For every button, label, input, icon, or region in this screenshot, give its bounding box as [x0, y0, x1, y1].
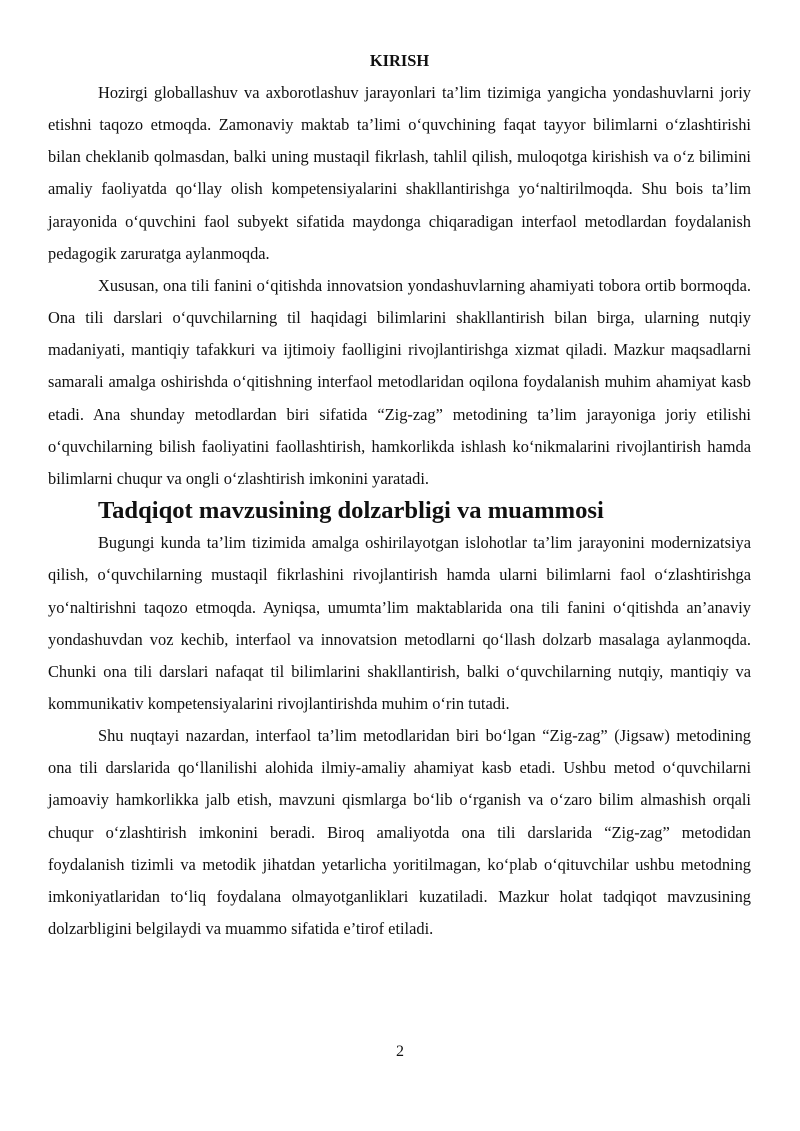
section-paragraph-1: Bugungi kunda ta’lim tizimida amalga oshirilayotgan islohotlar ta’lim jarayonini modernizatsiya qilish, o‘quvchilarning mustaqil fikrlashini rivojlantirish hamda ularni bilimlarni faol o‘zlashtirishga yo‘naltirishni taqozo etmoqda. Ayniqsa, umumta’lim maktablarida ona tili fanini o‘qitishda an’anaviy yondashuvdan voz kechib, interfaol va innovatsion metodlarni qo‘llash dolzarb masalaga aylanmoqda. Chunki ona tili darslari nafaqat til bilimlarini shakllantirish, balki o‘quvchilarning nutqiy, mantiqiy va kommunikativ kompetensiyalarini rivojlantirishda muhim o‘rin tutadi. [48, 533, 751, 713]
page-title: KIRISH [369, 51, 430, 70]
section-paragraph-2: Shu nuqtayi nazardan, interfaol ta’lim metodlaridan biri bo‘lgan “Zig-zag” (Jigsaw) metodining ona tili darslarida qo‘llanilishi alohida ilmiy-amaliy ahamiyat kasb etadi. Ushbu metod o‘quvchilarni jamoaviy hamkorlikka jalb etish, mavzuni qismlarga bo‘lib o‘rganish va o‘zaro bilim almashish orqali chuqur o‘zlashtirish imkonini beradi. Biroq amaliyotda ona tili darslarida “Zig-zag” metodidan foydalanish tizimli va metodik jihatdan yetarlicha yoritilmagan, ko‘plab o‘qituvchilar ushbu metodning imkoniyatlaridan to‘liq foydalana olmayotganliklari kuzatiladi. Mazkur holat tadqiqot mavzusining dolzarbligini belgilaydi va muammo sifatida e’tirof etiladi. [48, 726, 751, 939]
intro-paragraph-1: Hozirgi globallashuv va axborotlashuv jarayonlari ta’lim tizimiga yangicha yondashuvlarni joriy etishni taqozo etmoqda. Zamonaviy maktab ta’limi o‘quvchining faqat tayyor bilimlarni o‘zlashtirishi bilan cheklanib qolmasdan, balki uning mustaqil fikrlash, tahlil qilish, muloqotga kirishish va o‘z bilimini amaliy faoliyatda qo‘llay olish kompetensiyalarini shakllantirishga yo‘naltirilmoqda. Shu bois ta’lim jarayonida o‘quvchini faol subyekt sifatida maydonga chiqaradigan interfaol metodlardan foydalanish pedagogik zaruratga aylanmoqda. [48, 83, 751, 263]
intro-paragraph-2: Xususan, ona tili fanini o‘qitishda innovatsion yondashuvlarning ahamiyati tobora ortib bormoqda. Ona tili darslari o‘quvchilarning til haqidagi bilimlarini shakllantirish bilan birga, ularning nutqiy madaniyati, mantiqiy tafakkuri va ijtimoiy faolligini rivojlantirishga xizmat qiladi. Mazkur maqsadlarni samarali amalga oshirishda o‘qitishning interfaol metodlaridan oqilona foydalanish muhim ahamiyat kasb etadi. Ana shunday metodlardan biri sifatida “Zig-zag” metodining ta’lim jarayoniga joriy etilishi o‘quvchilarning bilish faoliyatini faollashtirish, hamkorlikda ishlash ko‘nikmalarini rivojlantirish hamda bilimlarni chuqur va ongli o‘zlashtirish imkonini yaratadi. [48, 275, 751, 488]
page-number: 2 [396, 1043, 404, 1060]
section-heading: Tadqiqot mavzusining dolzarbligi va muammosi [98, 497, 604, 525]
page-content [48, 45, 751, 945]
